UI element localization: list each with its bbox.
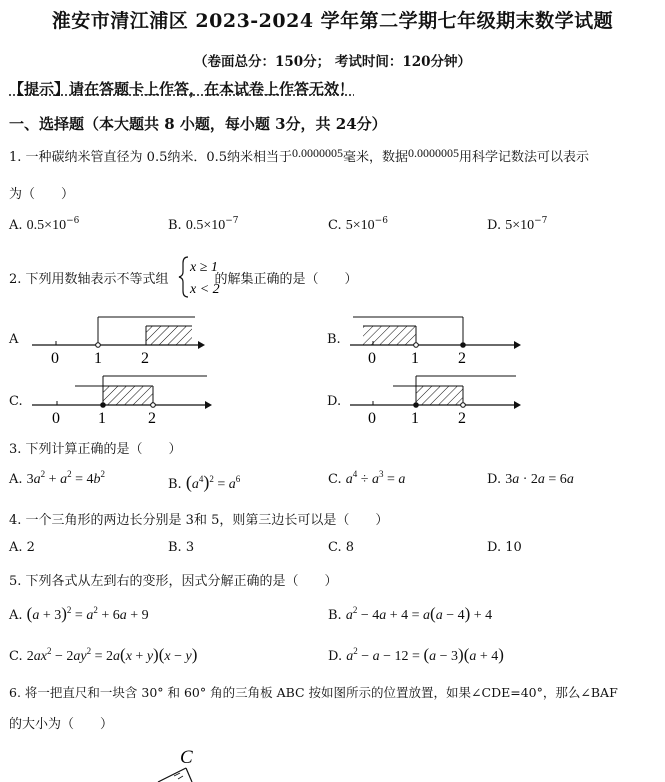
q4-option-c[interactable] <box>328 540 354 555</box>
option-label: C. <box>328 472 342 487</box>
q5-option-d[interactable]: D. $a^2 - a - 12 = (a - 3)(a + 4)$ <box>328 645 504 664</box>
q1-option-d[interactable] <box>487 218 547 234</box>
option-label: B. <box>168 477 182 492</box>
tip-text: 请在答题卡上作答，在本试卷上作答无效！ <box>69 80 355 98</box>
option-label: D. <box>487 218 502 233</box>
tick-label: 1 <box>94 350 102 367</box>
page-title: 淮安市清江浦区 2023-2024 学年第二学期七年级期末数学试题 <box>51 10 614 32</box>
q1-text-c: 用科学记数法可以表示 <box>459 150 590 165</box>
option-text: 3 <box>185 540 195 555</box>
option-label: C. <box>328 540 342 555</box>
q3-option-a[interactable]: A. $3a^2 + a^2 = 4b^2$ <box>9 469 105 487</box>
tick-label: 2 <box>458 410 466 427</box>
inequality-system <box>178 253 226 301</box>
option-label: A. <box>9 540 23 555</box>
option-exp: −6 <box>66 216 80 226</box>
q2-option-b-label[interactable]: B. <box>327 332 341 347</box>
q1-option-a[interactable] <box>9 218 79 234</box>
question-3-stem: 3. 下列计算正确的是（ ） <box>9 442 182 457</box>
tick-label: 0 <box>52 410 60 427</box>
option-label: D. <box>487 540 502 555</box>
q3-option-d[interactable]: D. 3a · 2a = 6a <box>487 472 574 487</box>
tick-label: 2 <box>458 350 466 367</box>
q1-option-b[interactable] <box>168 218 239 234</box>
tick-label: 0 <box>368 350 376 367</box>
question-5-stem: 5. 下列各式从左到右的变形，因式分解正确的是（ ） <box>9 574 338 589</box>
option-exp: −6 <box>374 216 388 226</box>
option-base: 5×10 <box>505 218 535 233</box>
inequality-1: x ≥ 1 <box>190 260 218 275</box>
inequality-2: x < 2 <box>190 282 220 297</box>
tick-label: 1 <box>98 410 106 427</box>
tip-label: 【提示】 <box>9 80 70 98</box>
q1-text-b: 毫米，数据 <box>343 150 409 165</box>
tick-label: 2 <box>148 410 156 427</box>
number-lines <box>0 300 665 430</box>
number-line-a <box>32 317 205 367</box>
option-base: 5×10 <box>345 218 375 233</box>
q2-text-a: 2. 下列用数轴表示不等式组 <box>9 272 169 287</box>
option-label: A. <box>9 472 23 487</box>
option-base: 0.5×10 <box>185 218 226 233</box>
q1-option-c[interactable] <box>328 218 388 234</box>
number-line-b <box>350 317 521 367</box>
q3-option-b[interactable]: B. $(a^4)^2 = a^6$ <box>168 472 241 492</box>
q2-text-b: 的解集正确的是（ ） <box>214 272 358 287</box>
q2-option-a-label[interactable]: A <box>9 332 19 347</box>
tick-label: 0 <box>51 350 59 367</box>
q1-text-a: 1. 一种碳纳米管直径为 0.5纳米．0.5纳米相当于 <box>9 150 293 165</box>
brace-icon <box>179 257 188 297</box>
option-base: 0.5×10 <box>26 218 67 233</box>
tick-label: 2 <box>141 350 149 367</box>
option-label: B. <box>328 608 342 623</box>
option-text: 8 <box>345 540 355 555</box>
section-title: 一、选择题（本大题共 8 小题，每小题 3分，共 24分） <box>9 115 387 133</box>
option-label: D. <box>487 472 502 487</box>
option-exp: −7 <box>534 216 548 226</box>
exam-info: （卷面总分：150分； 考试时间：120分钟） <box>193 54 472 70</box>
q1-number-2: 0.0000005 <box>408 146 460 160</box>
option-label: A. <box>9 608 23 623</box>
q2-option-c-label[interactable]: C. <box>9 394 23 409</box>
option-text: 2 <box>26 540 35 555</box>
q3-option-c[interactable]: C. $a^4 \div a^3 = a$ <box>328 469 406 487</box>
question-1-stem <box>9 146 589 165</box>
option-exp: −7 <box>225 216 239 226</box>
question-4-stem: 4. 一个三角形的两边长分别是 3和 5，则第三边长可以是（ ） <box>9 513 389 528</box>
triangle-ruler-figure <box>150 742 230 782</box>
tick-label: 1 <box>411 410 419 427</box>
q4-option-b[interactable] <box>168 540 194 555</box>
option-label: A. <box>9 218 23 233</box>
option-label: D. <box>328 649 343 664</box>
option-text: 10 <box>505 540 522 555</box>
option-label: B. <box>168 540 182 555</box>
point-c-label: C <box>180 747 193 768</box>
q1-number-1: 0.0000005 <box>292 146 344 160</box>
tick-label: 1 <box>411 350 419 367</box>
question-6-stem: 6. 将一把直尺和一块含 30° 和 60° 角的三角板 ABC 按如图所示的位置放置，如果∠CDE=40°，那么∠BAF <box>9 685 618 700</box>
tip-line <box>9 78 354 99</box>
q5-option-c[interactable]: C. $2ax^2 - 2ay^2 = 2a(x + y)(x - y)$ <box>9 645 198 664</box>
question-1-stem-end: 为（ ） <box>9 187 75 202</box>
q4-option-a[interactable] <box>9 540 35 555</box>
number-line-c <box>32 376 212 427</box>
tick-label: 0 <box>368 410 376 427</box>
question-6-stem-end: 的大小为（ ） <box>9 717 114 732</box>
option-label: C. <box>328 218 342 233</box>
q5-option-b[interactable]: B. $a^2 - 4a + 4 = a(a - 4) + 4$ <box>328 604 493 623</box>
q2-option-d-label[interactable]: D. <box>327 394 342 409</box>
option-label: C. <box>9 649 23 664</box>
option-label: B. <box>168 218 182 233</box>
q4-option-d[interactable] <box>487 540 522 555</box>
q5-option-a[interactable]: A. $(a + 3)^2 = a^2 + 6a + 9$ <box>9 604 149 623</box>
number-line-d <box>350 376 521 427</box>
